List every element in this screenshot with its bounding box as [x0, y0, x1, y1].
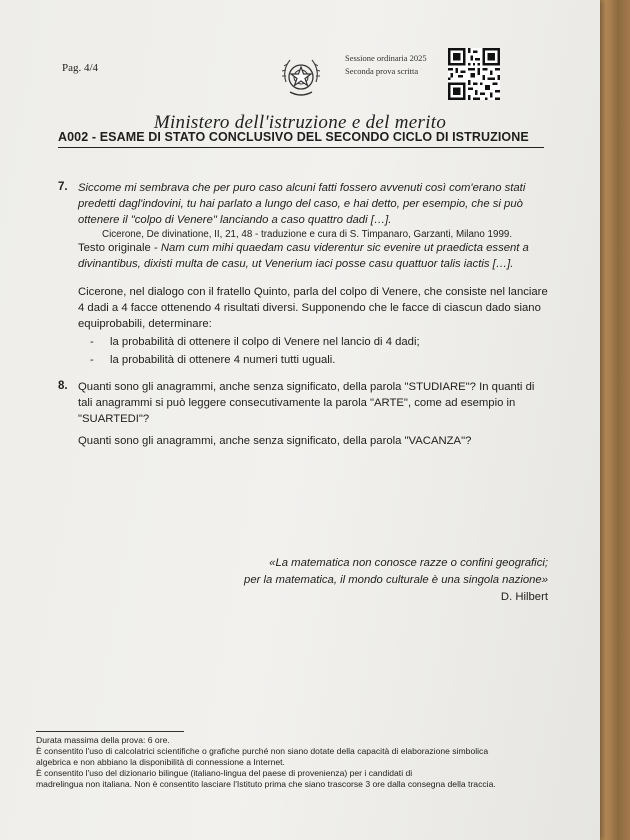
question-7-number: 7. — [58, 181, 68, 193]
title-underline — [58, 147, 544, 148]
question-7-text — [78, 284, 558, 332]
question-8-text — [78, 379, 558, 449]
list-item: - la probabilità di ottenere il colpo di Venere nel lancio di 4 dadi; — [90, 333, 550, 351]
latin-text — [78, 240, 558, 272]
quote-line: predetti dagl'indovini, tu hai parlato a lungo del caso, e hai detto, per esempio, che si può — [78, 198, 523, 210]
footer-rule — [36, 731, 184, 732]
question-8-number: 8. — [58, 380, 68, 392]
text-line: Quanti sono gli anagrammi, anche senza significato, della parola "STUDIARE"? In quanti di — [78, 381, 535, 393]
quote-citation: Cicerone, De divinatione, II, 21, 48 - traduzione e cura di S. Timpanaro, Garzanti, Milano 1999. — [102, 229, 513, 240]
italian-emblem-icon — [278, 52, 324, 102]
text-line: "SUARTEDI"? — [78, 413, 150, 425]
session-type: Sessione ordinaria 2025 — [345, 53, 427, 63]
text-line: tali anagrammi si può leggere consecutivamente la parola "ARTE", come ad esempio in — [78, 397, 516, 409]
latin-line-1: Testo originale - Nam cum mihi quaedam casu viderentur sic evenire ut praedicta essent a — [78, 242, 529, 254]
session-info — [345, 52, 427, 78]
question-7-items — [90, 333, 550, 369]
exam-title: A002 - ESAME DI STATO CONCLUSIVO DEL SECONDO CICLO DI ISTRUZIONE — [58, 130, 529, 144]
quote-line: «La matematica non conosce razze o confini geografici; — [269, 557, 548, 569]
text-line: equiprobabili, determinare: — [78, 318, 212, 330]
footer-line: È consentito l'uso di calcolatrici scientifiche o grafiche purché non siano dotate della capacità di elaborazione simbolica — [36, 746, 489, 756]
question-7-quote — [78, 180, 558, 228]
page-number: Pag. 4/4 — [62, 62, 99, 74]
footer-line: madrelingua non italiana. Non è consentito lasciare l'Istituto prima che siano trascorse 3 ore dalla consegna della traccia. — [36, 779, 496, 789]
test-type: Seconda prova scritta — [345, 66, 419, 76]
qr-code-icon — [448, 48, 500, 100]
text-line: Quanti sono gli anagrammi, anche senza significato, della parola "VACANZA"? — [78, 435, 472, 447]
quote-line: per la matematica, il mondo culturale è una singola nazione» — [244, 574, 548, 586]
hilbert-quote — [230, 555, 548, 606]
footer-line: algebrica e non abbiano la disponibilità di connessione a Internet. — [36, 757, 285, 767]
list-item: - la probabilità di ottenere 4 numeri tutti uguali. — [90, 351, 550, 369]
quote-line: Siccome mi sembrava che per puro caso alcuni fatti fossero avvenuti così com'erano stati — [78, 182, 526, 194]
ministry-title: Ministero dell'istruzione e del merito — [153, 112, 447, 133]
quote-author: D. Hilbert — [500, 591, 548, 603]
text-line: Cicerone, nel dialogo con il fratello Quinto, parla del colpo di Venere, che consiste nel lanciare — [78, 286, 548, 298]
latin-line-2: divinantibus, dixisti multa de casu, ut Venerium iaci posse casu quattuor talis iactis […]. — [78, 258, 514, 270]
footer-notes — [36, 735, 566, 790]
footer-line: È consentito l'uso del dizionario bilingue (italiano-lingua del paese di provenienza) per i candidati di — [36, 768, 413, 778]
quote-line: ottenere il "colpo di Venere" lanciando a caso quattro dadi […]. — [78, 214, 392, 226]
text-line: 4 dadi a 4 facce ottenendo 4 risultati diversi. Supponendo che le facce di ciascun dado siano — [78, 302, 541, 314]
footer-line: Durata massima della prova: 6 ore. — [36, 735, 170, 745]
